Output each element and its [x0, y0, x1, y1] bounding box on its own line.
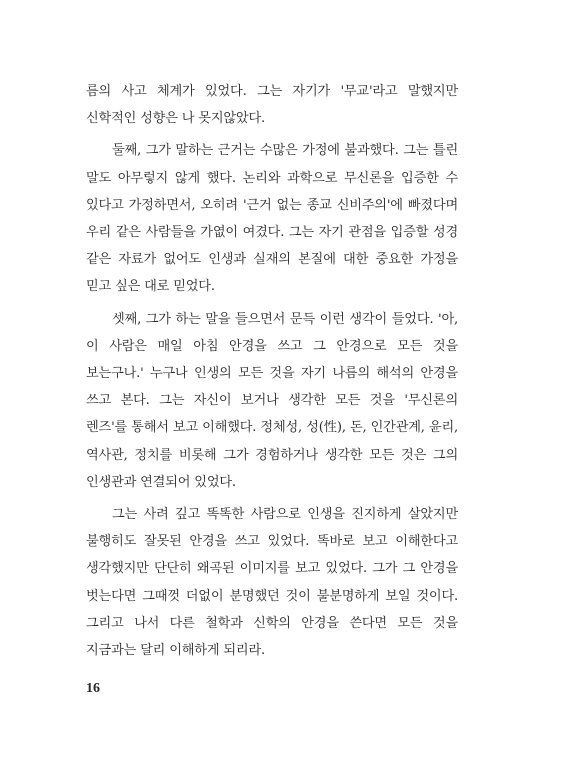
page-number: 16	[86, 681, 100, 696]
paragraph-2: 둘째, 그가 말하는 근거는 수많은 가정에 불과했다. 그는 틀린 말도 아무렇지 않게 했다. 논리와 과학으로 무신론을 입증한 수 있다고 가정하면서, 오히려 '근거 없는 종교 신비주의'에 빠졌다며 우리 같은 사람들을 가엾이 여겼다. 그는 자기 관점을 입증할 성경 같은 자료가 없어도 인생과 실재의 본질에 대한 중요한 가정을 믿고 싶은 대로 믿었다.	[86, 143, 458, 295]
paragraph-4: 그는 사려 깊고 똑똑한 사람으로 인생을 진지하게 살았지만 불행히도 잘못된 안경을 쓰고 있었다. 똑바로 보고 이해한다고 생각했지만 단단히 왜곡된 이미지를 보고 있었다. 그가 그 안경을 벗는다면 그때껏 더없이 분명했던 것이 불분명하게 보일 것이다. 그리고 나서 다른 철학과 신학의 안경을 쓴다면 모든 것을 지금과는 달리 이해하게 되리라.	[86, 507, 458, 659]
body-text	[86, 78, 458, 669]
paragraph-1: 름의 사고 체계가 있었다. 그는 자기가 '무교'라고 말했지만 신학적인 성향은 나 못지않았다.	[86, 84, 458, 127]
paragraph-3: 셋째, 그가 하는 말을 들으면서 문득 이런 생각이 들었다. '아, 이 사람은 매일 아침 안경을 쓰고 그 안경으로 모든 것을 보는구나.' 누구나 인생의 모든 것을 자기 나름의 해석의 안경을 쓰고 본다. 그는 자신이 보거나 생각한 모든 것을 '무신론의 렌즈'를 통해서 보고 이해했다. 정체성, 성(性), 돈, 인간관계, 윤리, 역사관, 정치를 비롯해 그가 경험하거나 생각한 모든 것은 그의 인생관과 연결되어 있었다.	[86, 311, 458, 490]
